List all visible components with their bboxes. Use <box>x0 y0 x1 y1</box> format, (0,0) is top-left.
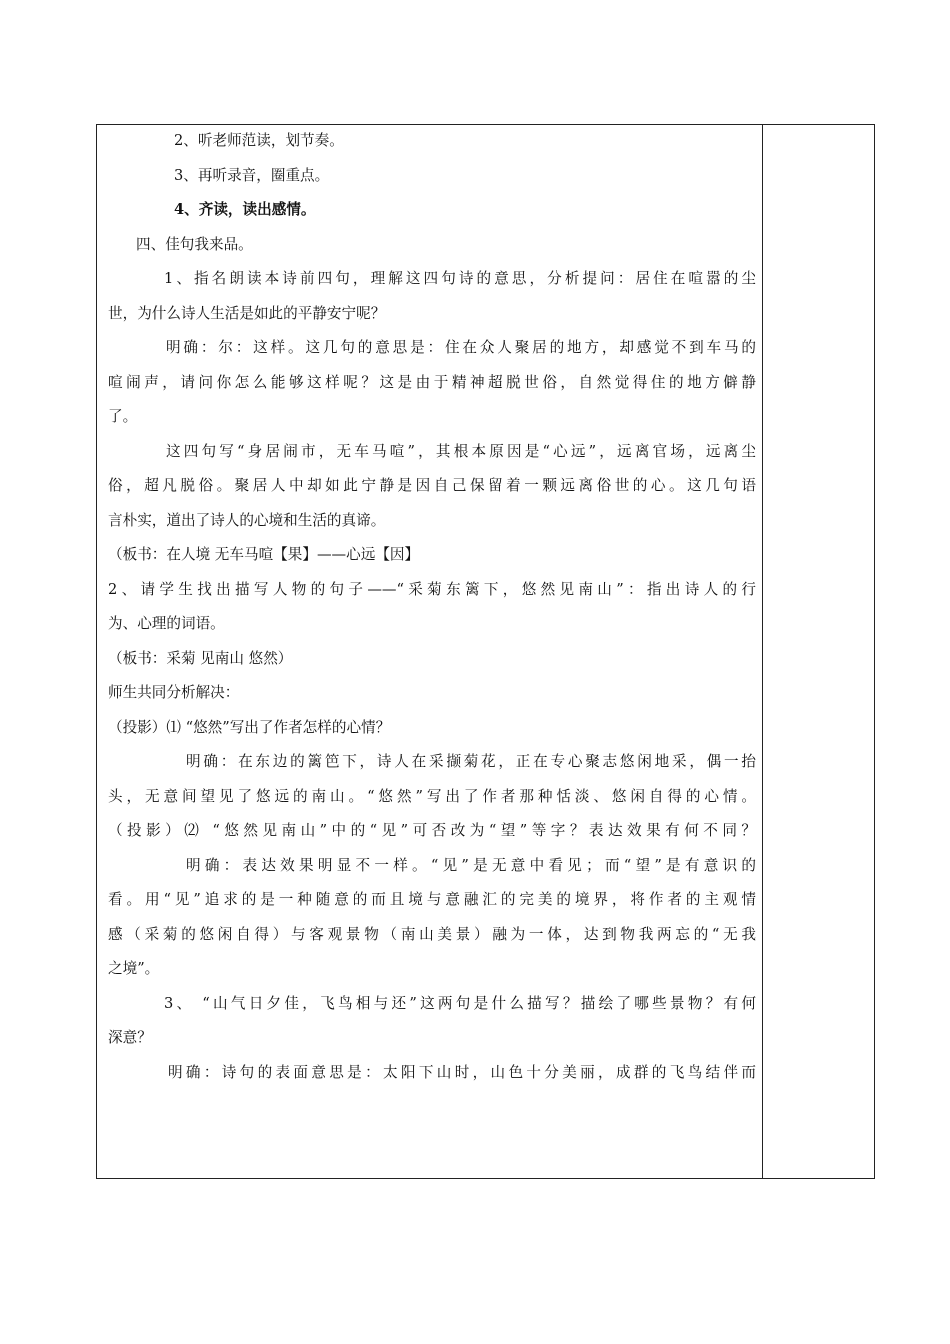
text-line: 明确：诗句的表面意思是：太阳下山时，山色十分美丽，成群的飞鸟结伴而 <box>168 1063 756 1081</box>
text-line: 这四句写“身居闹市，无车马喧”，其根本原因是“心远”，远离官场，远离尘 <box>166 442 756 460</box>
text-line: 为、心理的词语。 <box>108 615 225 632</box>
text-line: 1、指名朗读本诗前四句，理解这四句诗的意思，分析提问：居住在喧嚣的尘 <box>164 270 756 287</box>
text-line: 2、听老师范读，划节奏。 <box>174 132 344 149</box>
blackboard-note: （板书：在人境 无车马喧【果】——心远【因】 <box>108 546 420 563</box>
text-line: 明确：尔：这样。这几句的意思是：住在众人聚居的地方，却感觉不到车马的 <box>166 339 756 356</box>
text-line: 师生共同分析解决： <box>108 684 240 701</box>
text-line: 之境”。 <box>108 960 160 977</box>
text-line: 喧闹声，请问你怎么能够这样呢？这是由于精神超脱世俗，自然觉得住的地方僻静 <box>108 373 756 391</box>
table-column-divider <box>762 124 763 1179</box>
text-line: 感（采菊的悠闲自得）与客观景物（南山美景）融为一体，达到物我两忘的“无我 <box>108 925 756 943</box>
text-line: 3、再听录音，圈重点。 <box>174 166 330 184</box>
text-line: 2、请学生找出描写人物的句子——“采菊东篱下，悠然见南山”：指出诗人的行 <box>108 580 756 598</box>
text-line: 明确：在东边的篱笆下，诗人在采撷菊花，正在专心聚志悠闲地采，偶一抬 <box>186 753 756 770</box>
text-line: 看。用“见”追求的是一种随意的而且境与意融汇的完美的境界，将作者的主观情 <box>108 891 756 908</box>
text-line: 4、齐读，读出感情。 <box>174 201 316 218</box>
text-line: 头，无意间望见了悠远的南山。“悠然”写出了作者那种恬淡、悠闲自得的心情。 <box>108 787 756 805</box>
text-line: 俗，超凡脱俗。聚居人中却如此宁静是因自己保留着一颗远离俗世的心。这几句语 <box>108 477 756 494</box>
text-line: 了。 <box>108 408 138 425</box>
text-line: 明确：表达效果明显不一样。“见”是无意中看见；而“望”是有意识的 <box>186 856 756 874</box>
projection-question: （投影）⑴ “悠然”写出了作者怎样的心情？ <box>108 718 391 736</box>
lesson-content <box>108 124 756 1090</box>
projection-question: （投影）⑵ “悠然见南山”中的“见”可否改为“望”等字？表达效果有何不同？ <box>108 822 756 839</box>
section-heading: 四、佳句我来品。 <box>136 235 253 253</box>
text-line: 言朴实，道出了诗人的心境和生活的真谛。 <box>108 511 386 529</box>
text-line: 世，为什么诗人生活是如此的平静安宁呢？ <box>108 304 386 322</box>
text-line: 3、 “山气日夕佳，飞鸟相与还”这两句是什么描写？描绘了哪些景物？有何 <box>164 994 756 1012</box>
blackboard-note: （板书：采菊 见南山 悠然） <box>108 649 293 667</box>
text-line: 深意？ <box>108 1029 152 1046</box>
